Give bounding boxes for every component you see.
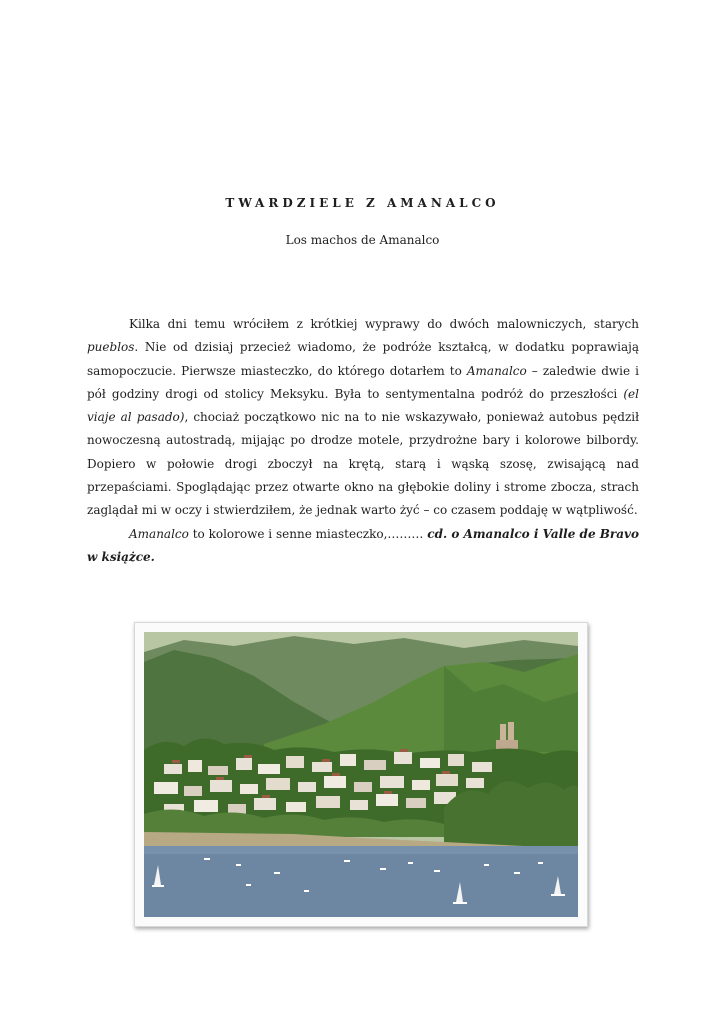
text-run: cd. o Amanalco i Valle de Bravo w książce. <box>87 526 639 564</box>
text-run: . Nie od dzisiaj przecież wiadomo, że podróże kształcą, w dodatku poprawiają samopoczucie. Pierwsze miasteczko, do którego dotarłem to <box>87 340 639 378</box>
body-text <box>87 313 639 569</box>
text-run: (el viaje al pasado) <box>87 386 639 425</box>
text-run: Kilka dni temu wróciłem z krótkiej wyprawy do dwóch malowniczych, starych <box>129 317 639 331</box>
document-title: TWARDZIELE Z AMANALCO <box>225 196 500 210</box>
photo-frame <box>134 622 588 927</box>
lake <box>144 846 578 917</box>
town-lake-photo <box>144 632 578 917</box>
paragraph-1 <box>87 313 639 523</box>
text-run: – zaledwie dwie i pół godziny drogi od stolicy Meksyku. Była to sentymentalna podróż do przeszłości <box>87 363 640 401</box>
text-run: , chociaż początkowo nic na to nie wskazywało, ponieważ autobus pędził nowoczesną autostradą, mijając po drodze motele, przydrożne bary i kolorowe bilbordy. Dopiero w połowie drogi zboczył na krętą, starą i wąską szosę, zwisającą nad przepaściami. Spoglądając przez otwarte okno na głębokie doliny i strome zbocza, strach zaglądał mi w oczy i stwierdziłem, że jednak warto żyć – co czasem poddaję w wątpliwość. <box>87 410 640 518</box>
text-run: Amanalco <box>129 526 189 541</box>
text-run: to kolorowe i senne miasteczko,……… <box>188 526 428 541</box>
text-run: Amanalco <box>466 363 527 378</box>
document-subtitle: Los machos de Amanalco <box>285 233 440 247</box>
paragraph-2 <box>87 523 639 570</box>
text-run: pueblos <box>87 340 135 355</box>
